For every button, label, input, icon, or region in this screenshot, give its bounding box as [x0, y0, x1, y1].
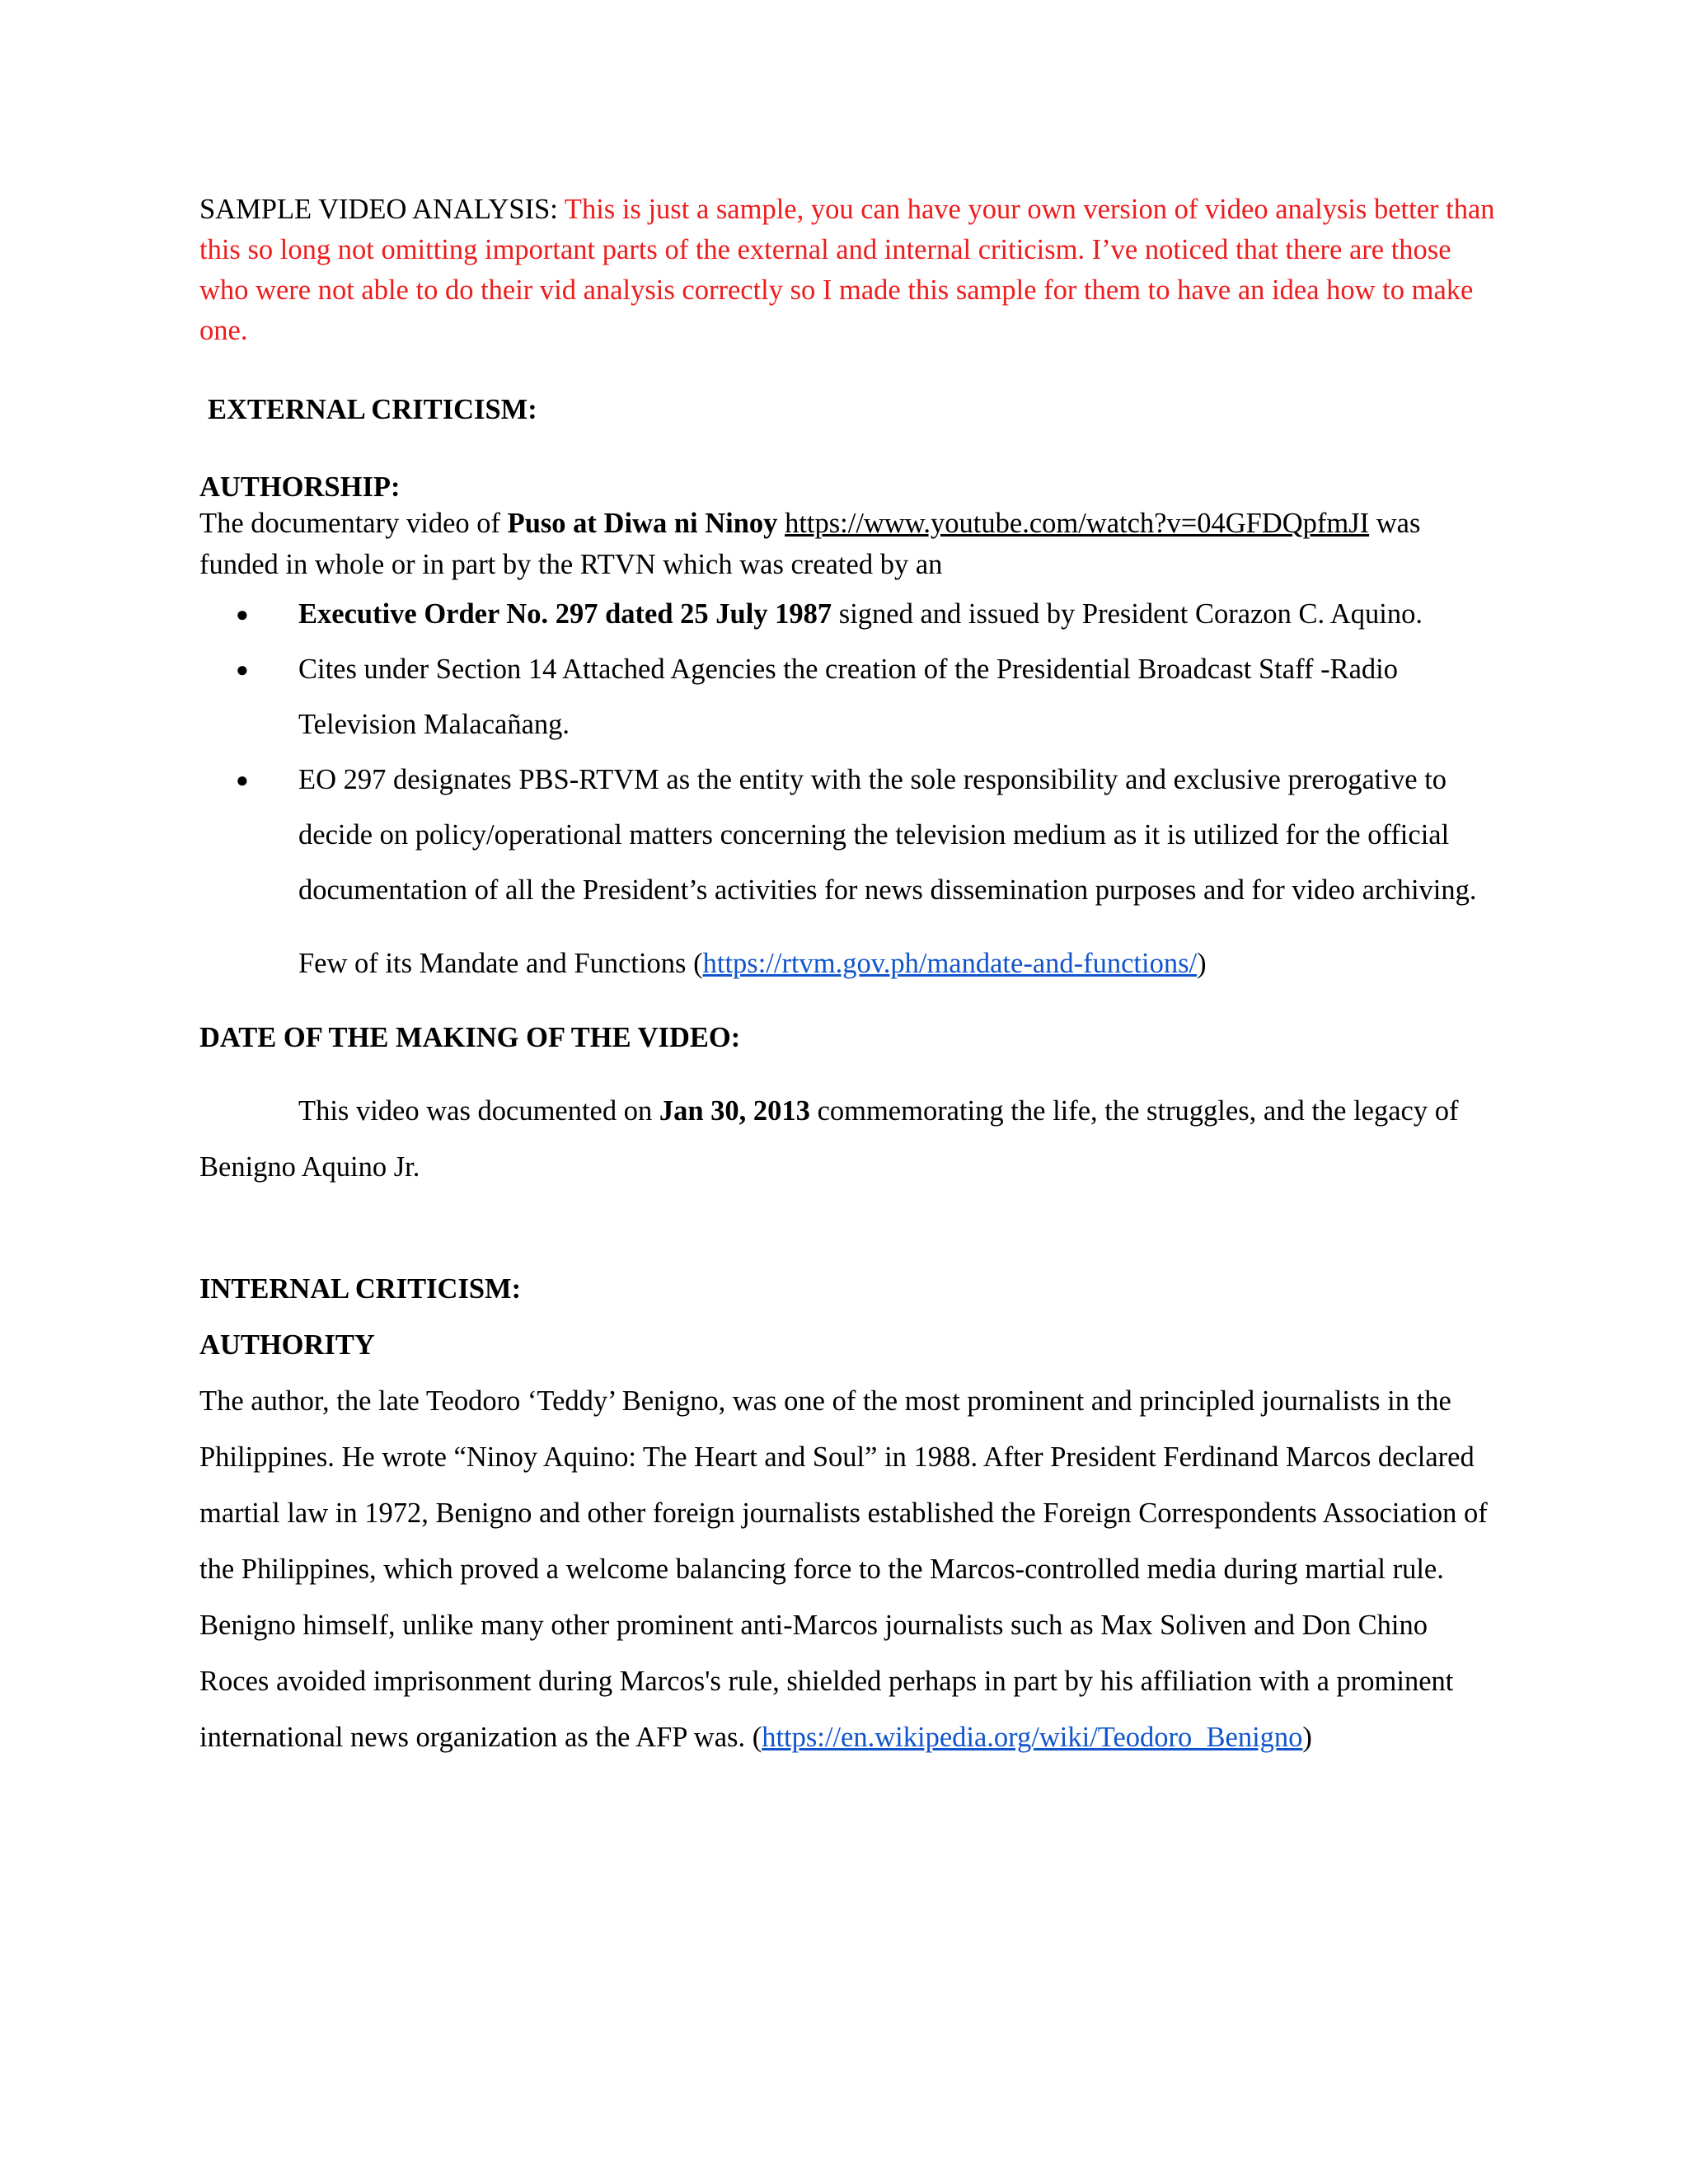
external-criticism-heading: EXTERNAL CRITICISM: [208, 394, 537, 425]
bullet-icon: ● [236, 602, 249, 626]
authorship-text-after: was funded in whole or in part by the RTVN which was created by an [199, 508, 1421, 580]
video-title: Puso at Diwa ni Ninoy [507, 508, 778, 539]
wikipedia-link[interactable]: https://en.wikipedia.org/wiki/Teodoro_Benigno [762, 1722, 1303, 1753]
list-item-bold: Executive Order No. 297 dated 25 July 1987 [298, 598, 832, 630]
bullet-icon: ● [236, 658, 249, 682]
authorship-paragraph [199, 503, 1502, 585]
date-text-after: commemorating the life, the struggles, and the legacy of Benigno Aquino Jr. [199, 1095, 1459, 1183]
authority-heading: AUTHORITY [199, 1329, 375, 1361]
intro-paragraph [199, 190, 1502, 351]
authority-close: ) [1302, 1722, 1312, 1753]
mandate-text: Few of its Mandate and Functions ( [298, 948, 703, 979]
list-item [199, 587, 1502, 642]
list-item [199, 752, 1502, 918]
authorship-text-before: The documentary video of [199, 508, 508, 539]
authorship-heading: AUTHORSHIP: [199, 471, 401, 503]
document-page [199, 190, 1502, 1765]
video-date: Jan 30, 2013 [659, 1095, 810, 1127]
list-item-text: signed and issued by President Corazon C. Aquino. [832, 598, 1423, 630]
mandate-close: ) [1197, 948, 1207, 979]
youtube-link[interactable]: https://www.youtube.com/watch?v=04GFDQpfmJI [785, 508, 1370, 539]
date-paragraph [199, 1083, 1502, 1195]
list-item-text: EO 297 designates PBS-RTVM as the entity with the sole responsibility and exclusive prerogative to decide on policy/operational matters concerning the television medium as it is utilized for the official documentation of all the President’s activities for news dissemination purposes and for video archiving. [298, 764, 1477, 906]
date-text-before: This video was documented on [298, 1095, 659, 1127]
executive-order-list [199, 587, 1502, 918]
authority-text: The author, the late Teodoro ‘Teddy’ Benigno, was one of the most prominent and principled journalists in the Philippines. He wrote “Ninoy Aquino: The Heart and Soul” in 1988. After President Ferdinand Marcos declared martial law in 1972, Benigno and other foreign journalists established the Foreign Correspondents Association of the Philippines, which proved a welcome balancing force to the Marcos-controlled media during martial rule. Benigno himself, unlike many other prominent anti-Marcos journalists such as Max Soliven and Don Chino Roces avoided imprisonment during Marcos's rule, shielded perhaps in part by his affiliation with a prominent international news organization as the AFP was. ( [199, 1385, 1488, 1753]
date-heading: DATE OF THE MAKING OF THE VIDEO: [199, 1022, 741, 1053]
intro-note: This is just a sample, you can have your own version of video analysis better than this so long not omitting important parts of the external and internal criticism. I’ve noticed that there are those who were not able to do their vid analysis correctly so I made this sample for them to have an idea how to make one. [199, 194, 1495, 346]
rtvm-mandate-link[interactable]: https://rtvm.gov.ph/mandate-and-functions/ [702, 948, 1198, 979]
list-item-text: Cites under Section 14 Attached Agencies the creation of the Presidential Broadcast Staff -Radio Television Malacañang. [298, 654, 1398, 740]
list-item [199, 642, 1502, 752]
bullet-icon: ● [236, 768, 249, 792]
internal-criticism-heading: INTERNAL CRITICISM: [199, 1273, 522, 1305]
mandate-paragraph [199, 943, 1502, 984]
authority-paragraph [199, 1373, 1502, 1765]
intro-label: SAMPLE VIDEO ANALYSIS: [199, 194, 565, 225]
